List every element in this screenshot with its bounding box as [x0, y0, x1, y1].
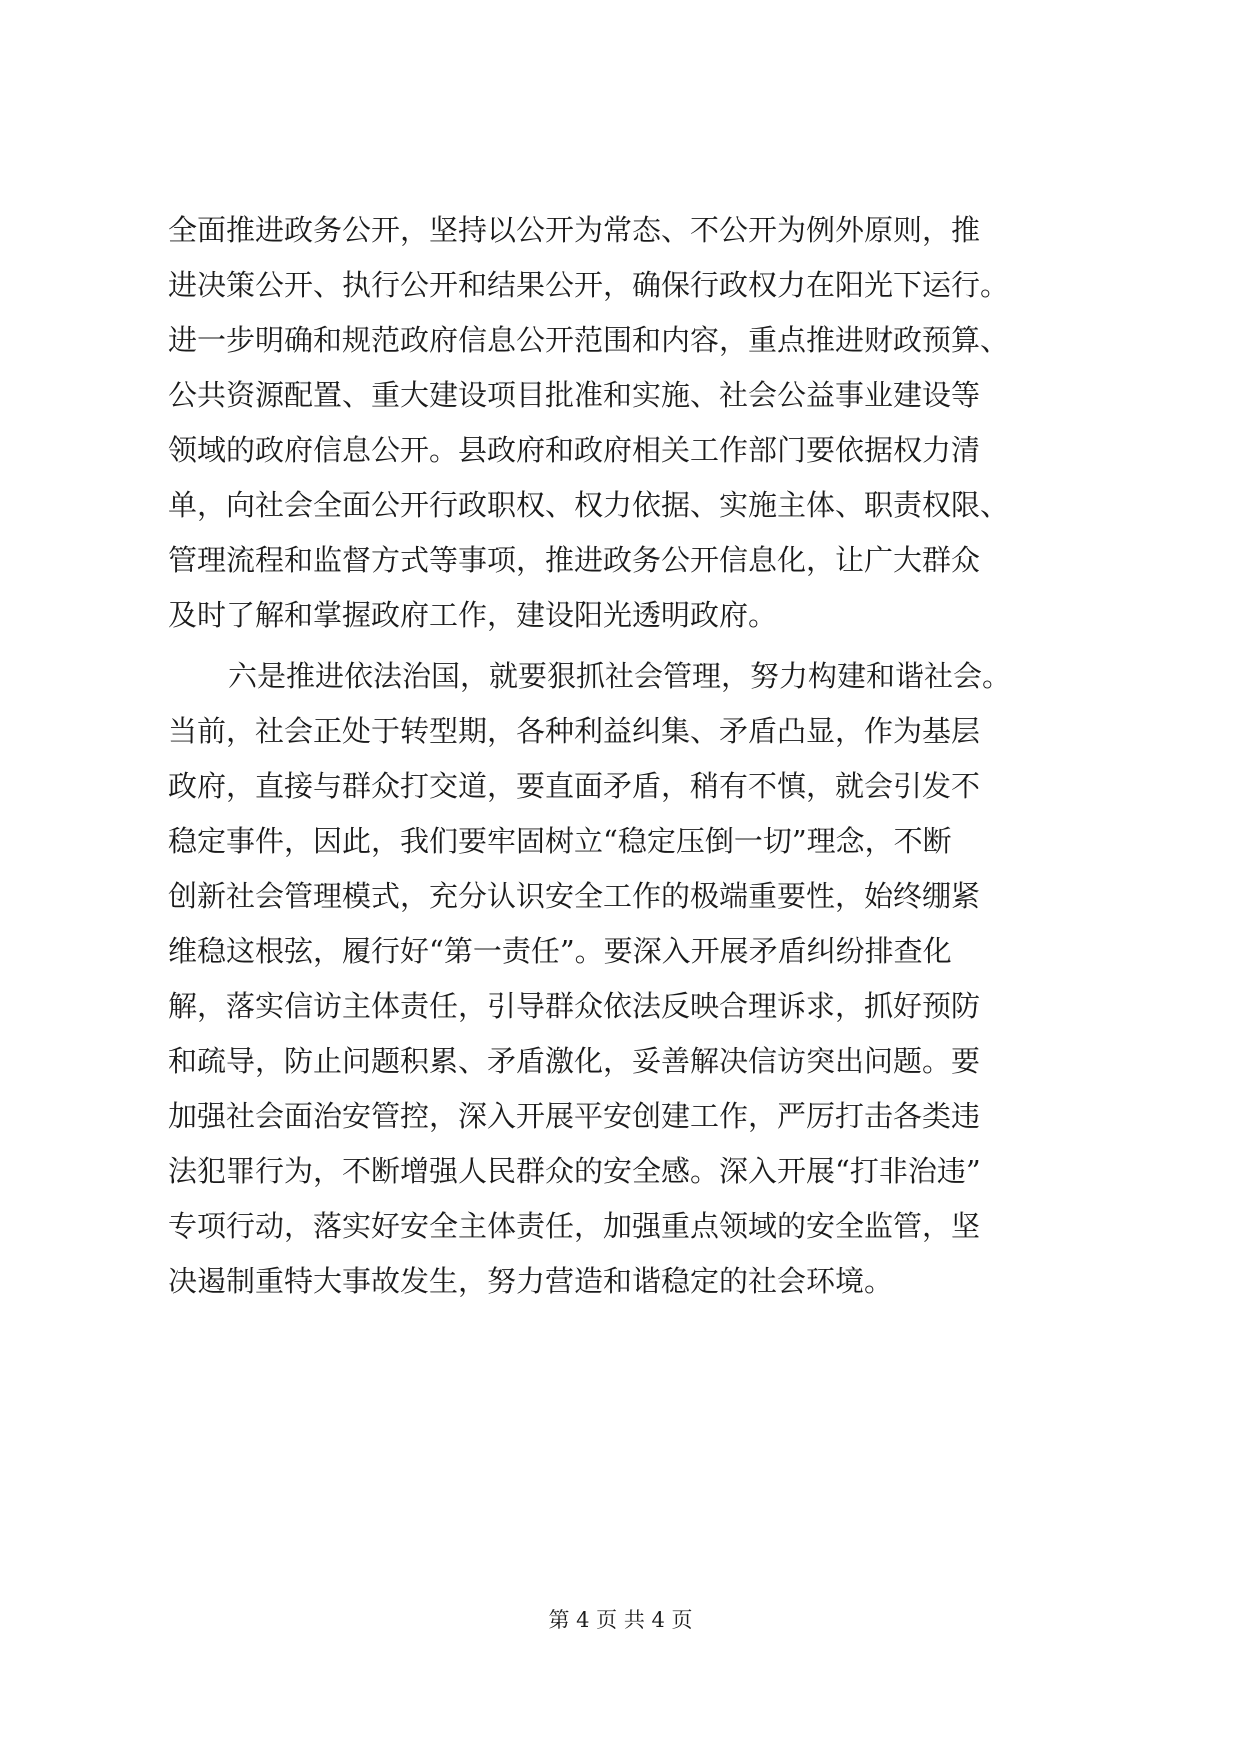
page-number-footer: 第 4 页 共 4 页 [548, 1608, 693, 1632]
paragraph-1-line-1: 全面推进政务公开，坚持以公开为常态、不公开为例外原则，推 [168, 213, 981, 247]
paragraph-2-line-12: 决遏制重特大事故发生，努力营造和谐稳定的社会环境。 [168, 1264, 894, 1298]
paragraph-1-line-7: 管理流程和监督方式等事项，推进政务公开信息化，让广大群众 [168, 543, 981, 577]
paragraph-1-line-8: 及时了解和掌握政府工作，建设阳光透明政府。 [168, 598, 778, 632]
paragraph-2-line-5: 创新社会管理模式，充分认识安全工作的极端重要性，始终绷紧 [168, 879, 981, 913]
paragraph-2-line-9: 加强社会面治安管控，深入开展平安创建工作，严厉打击各类违 [168, 1099, 981, 1133]
paragraph-1-line-3: 进一步明确和规范政府信息公开范围和内容，重点推进财政预算、 [168, 323, 1010, 357]
paragraph-2-line-4: 稳定事件，因此，我们要牢固树立“稳定压倒一切”理念，不断 [168, 824, 952, 858]
paragraph-1-line-2: 进决策公开、执行公开和结果公开，确保行政权力在阳光下运行。 [168, 268, 1010, 302]
paragraph-1-line-6: 单，向社会全面公开行政职权、权力依据、实施主体、职责权限、 [168, 488, 1010, 522]
paragraph-2-line-3: 政府，直接与群众打交道，要直面矛盾，稍有不慎，就会引发不 [168, 769, 981, 803]
paragraph-2-line-10: 法犯罪行为，不断增强人民群众的安全感。深入开展“打非治违” [168, 1154, 981, 1188]
paragraph-1-line-5: 领域的政府信息公开。县政府和政府相关工作部门要依据权力清 [168, 433, 981, 467]
paragraph-2-line-1: 六是推进依法治国，就要狠抓社会管理，努力构建和谐社会。 [228, 659, 1012, 693]
paragraph-2-line-7: 解，落实信访主体责任，引导群众依法反映合理诉求，抓好预防 [168, 989, 981, 1023]
paragraph-1-line-4: 公共资源配置、重大建设项目批准和实施、社会公益事业建设等 [168, 378, 981, 412]
paragraph-2-line-8: 和疏导，防止问题积累、矛盾激化，妥善解决信访突出问题。要 [168, 1044, 981, 1078]
paragraph-2-line-2: 当前，社会正处于转型期，各种利益纠集、矛盾凸显，作为基层 [168, 714, 981, 748]
paragraph-2-line-11: 专项行动，落实好安全主体责任，加强重点领域的安全监管，坚 [168, 1209, 981, 1243]
paragraph-2-line-6: 维稳这根弦，履行好“第一责任”。要深入开展矛盾纠纷排查化 [168, 934, 952, 968]
